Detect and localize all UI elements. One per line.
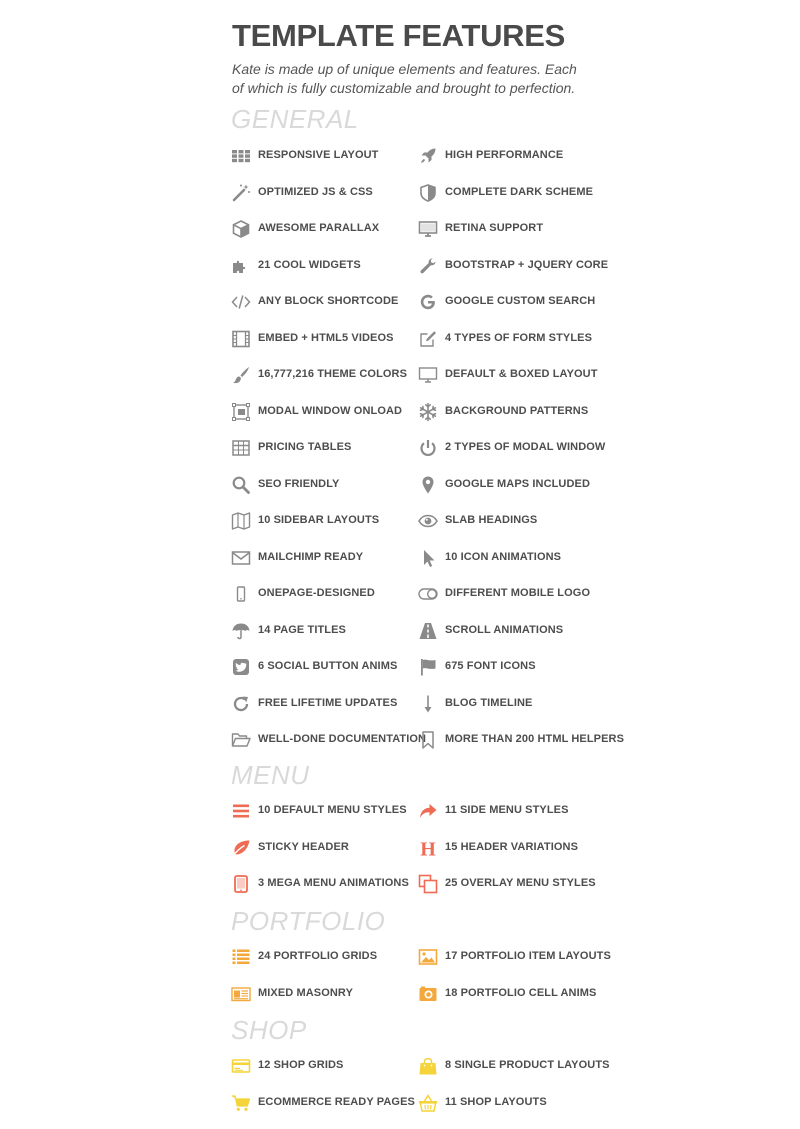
shield-icon xyxy=(418,183,438,203)
edit-icon xyxy=(418,329,438,349)
feature-label: WELL-DONE DOCUMENTATION xyxy=(258,733,427,745)
page-title: TEMPLATE FEATURES xyxy=(232,18,566,53)
feature-label: 16,777,216 THEME COLORS xyxy=(258,368,408,380)
section-title-menu: MENU xyxy=(231,760,310,790)
list-icon xyxy=(231,947,251,967)
copy-icon xyxy=(418,874,438,894)
code-icon xyxy=(231,292,251,312)
credit-card-icon xyxy=(231,1056,251,1076)
feature-label: ONEPAGE-DESIGNED xyxy=(258,587,375,599)
feature-label: BACKGROUND PATTERNS xyxy=(445,405,589,417)
cursor-icon xyxy=(418,548,438,568)
feature-label: 4 TYPES OF FORM STYLES xyxy=(445,332,593,344)
shopping-bag-icon xyxy=(418,1056,438,1076)
puzzle-icon xyxy=(231,256,251,276)
feature-label: SLAB HEADINGS xyxy=(445,514,538,526)
modal-window-icon xyxy=(231,402,251,422)
bars-icon xyxy=(231,801,251,821)
feature-label: ECOMMERCE READY PAGES xyxy=(258,1096,415,1108)
feature-label: 25 OVERLAY MENU STYLES xyxy=(445,877,596,889)
feature-label: 10 ICON ANIMATIONS xyxy=(445,551,562,563)
feature-label: 6 SOCIAL BUTTON ANIMS xyxy=(258,660,398,672)
feature-label: 17 PORTFOLIO ITEM LAYOUTS xyxy=(445,950,611,962)
cart-icon xyxy=(231,1093,251,1113)
feature-label: 675 FONT ICONS xyxy=(445,660,536,672)
road-icon xyxy=(418,621,438,641)
power-icon xyxy=(418,438,438,458)
brush-icon xyxy=(231,365,251,385)
feature-label: OPTIMIZED JS & CSS xyxy=(258,186,373,198)
feature-label: 8 SINGLE PRODUCT LAYOUTS xyxy=(445,1059,610,1071)
envelope-icon xyxy=(231,548,251,568)
table-icon xyxy=(231,438,251,458)
section-title-general: GENERAL xyxy=(231,104,359,134)
feature-label: 10 DEFAULT MENU STYLES xyxy=(258,804,407,816)
film-icon xyxy=(231,329,251,349)
feature-label: MORE THAN 200 HTML HELPERS xyxy=(445,733,625,745)
feature-label: BLOG TIMELINE xyxy=(445,697,533,709)
map-marker-icon xyxy=(418,475,438,495)
display-icon xyxy=(418,365,438,385)
grid-icon xyxy=(231,146,251,166)
camera-icon xyxy=(418,984,438,1004)
feature-label: 11 SIDE MENU STYLES xyxy=(445,804,569,816)
feature-label: 11 SHOP LAYOUTS xyxy=(445,1096,547,1108)
feature-label: SCROLL ANIMATIONS xyxy=(445,624,564,636)
feature-label: STICKY HEADER xyxy=(258,841,349,853)
feature-label: RETINA SUPPORT xyxy=(445,222,544,234)
svg-text:H: H xyxy=(420,838,436,858)
feature-label: ANY BLOCK SHORTCODE xyxy=(258,295,399,307)
twitter-icon xyxy=(231,657,251,677)
feature-label: MIXED MASONRY xyxy=(258,987,354,999)
refresh-icon xyxy=(231,694,251,714)
feature-label: 2 TYPES OF MODAL WINDOW xyxy=(445,441,606,453)
snowflake-icon xyxy=(418,402,438,422)
feature-label: 10 SIDEBAR LAYOUTS xyxy=(258,514,380,526)
feature-label: 21 COOL WIDGETS xyxy=(258,259,361,271)
map-icon xyxy=(231,511,251,531)
header-h-icon xyxy=(418,838,438,858)
feature-label: 14 PAGE TITLES xyxy=(258,624,346,636)
feature-label: EMBED + HTML5 VIDEOS xyxy=(258,332,394,344)
feature-label: 24 PORTFOLIO GRIDS xyxy=(258,950,378,962)
umbrella-icon xyxy=(231,621,251,641)
feature-label: FREE LIFETIME UPDATES xyxy=(258,697,398,709)
share-arrow-icon xyxy=(418,801,438,821)
feature-label: MAILCHIMP READY xyxy=(258,551,364,563)
search-icon xyxy=(231,475,251,495)
feature-label: DEFAULT & BOXED LAYOUT xyxy=(445,368,598,380)
cube-icon xyxy=(231,219,251,239)
feature-label: HIGH PERFORMANCE xyxy=(445,149,564,161)
toggle-icon xyxy=(418,584,438,604)
magic-wand-icon xyxy=(231,183,251,203)
feature-label: AWESOME PARALLAX xyxy=(258,222,380,234)
feature-label: RESPONSIVE LAYOUT xyxy=(258,149,379,161)
basket-icon xyxy=(418,1093,438,1113)
section-title-shop: SHOP xyxy=(231,1015,307,1045)
feature-label: 15 HEADER VARIATIONS xyxy=(445,841,579,853)
image-icon xyxy=(418,947,438,967)
wrench-icon xyxy=(418,256,438,276)
bookmark-icon xyxy=(418,730,438,750)
feature-label: GOOGLE MAPS INCLUDED xyxy=(445,478,591,490)
feature-label: GOOGLE CUSTOM SEARCH xyxy=(445,295,596,307)
feature-label: COMPLETE DARK SCHEME xyxy=(445,186,594,198)
feature-label: BOOTSTRAP + JQUERY CORE xyxy=(445,259,609,271)
rocket-icon xyxy=(418,146,438,166)
leaf-icon xyxy=(231,838,251,858)
phone-icon xyxy=(231,584,251,604)
feature-label: DIFFERENT MOBILE LOGO xyxy=(445,587,591,599)
feature-label: MODAL WINDOW ONLOAD xyxy=(258,405,403,417)
newspaper-icon xyxy=(231,984,251,1004)
feature-label: 12 SHOP GRIDS xyxy=(258,1059,344,1071)
eye-icon xyxy=(418,511,438,531)
flag-icon xyxy=(418,657,438,677)
section-title-portfolio: PORTFOLIO xyxy=(231,906,386,936)
arrow-down-icon xyxy=(418,694,438,714)
intro-text: Kate is made up of unique elements and features. Each of which is fully customizable and brought to perfection. xyxy=(232,61,577,96)
google-icon xyxy=(418,292,438,312)
feature-label: PRICING TABLES xyxy=(258,441,352,453)
feature-label: SEO FRIENDLY xyxy=(258,478,340,490)
feature-label: 18 PORTFOLIO CELL ANIMS xyxy=(445,987,597,999)
feature-label: 3 MEGA MENU ANIMATIONS xyxy=(258,877,409,889)
monitor-icon xyxy=(418,219,438,239)
folder-open-icon xyxy=(231,730,251,750)
tablet-icon xyxy=(231,874,251,894)
